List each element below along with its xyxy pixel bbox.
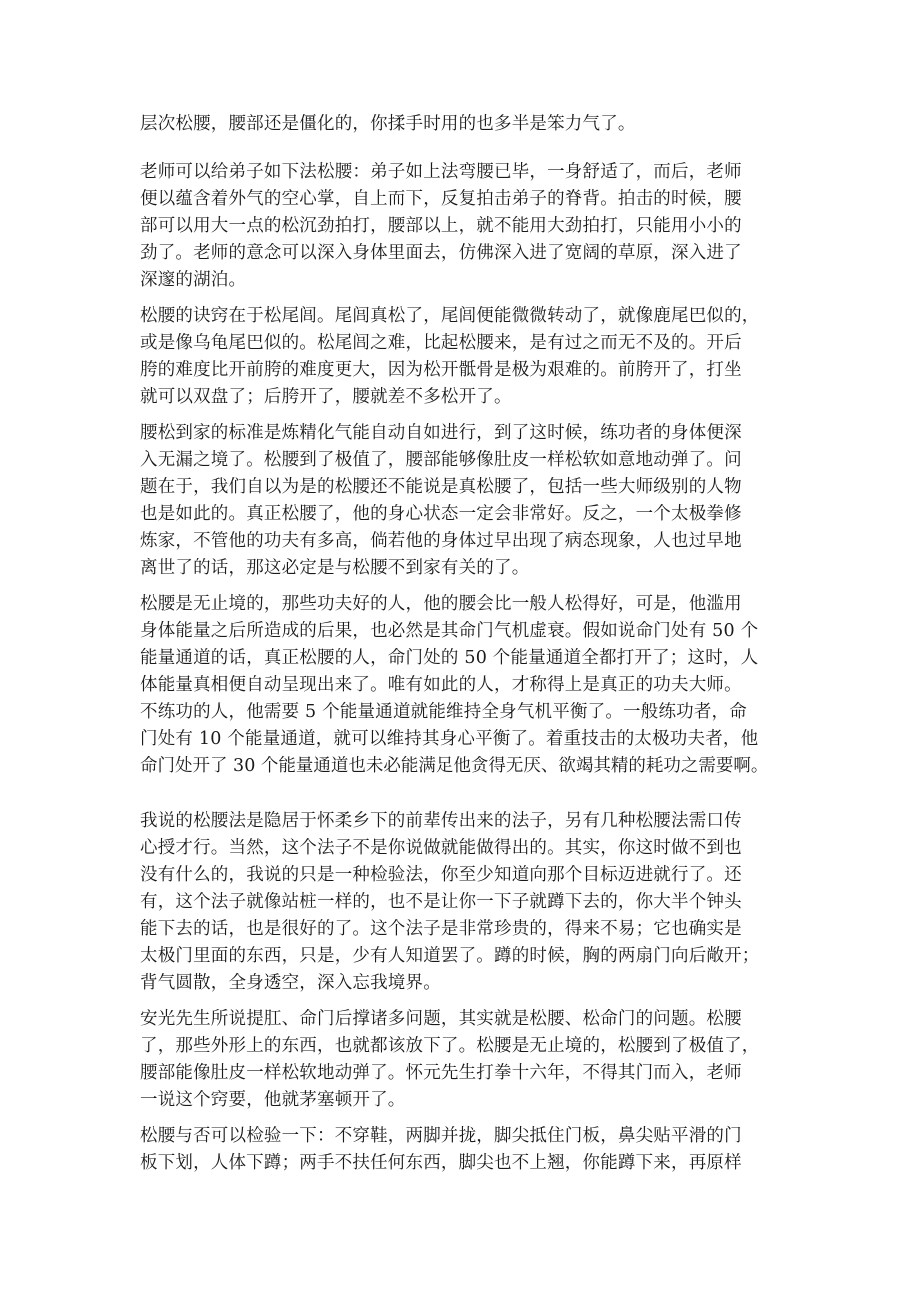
paragraph-2 [140, 159, 800, 294]
paragraph-6 [140, 808, 800, 997]
text-line: 体能量真相便自动呈现出来了。唯有如此的人，才称得上是真正的功夫大师。 [140, 675, 742, 695]
text-line: 深邃的湖泊。 [140, 270, 247, 290]
paragraph-7 [140, 1006, 800, 1114]
text-line: 炼家，不管他的功夫有多高，倘若他的身体过早出现了病态现象，人也过早地 [140, 531, 742, 551]
paragraph-1 [140, 111, 800, 138]
text-line: 没有什么的，我说的只是一种检验法，你至少知道向那个目标迈进就行了。还 [140, 865, 742, 885]
text-line: 身体能量之后所造成的后果，也必然是其命门气机虚衰。假如说命门处有 50 个 [140, 621, 759, 641]
paragraph-3 [140, 303, 800, 411]
text-line: 板下划，人体下蹲；两手不扶任何东西，脚尖也不上翘，你能蹲下来，再原样 [140, 1153, 742, 1173]
text-line: 入无漏之境了。松腰到了极值了，腰部能够像肚皮一样松软如意地动弹了。问 [140, 450, 742, 470]
text-line: 我说的松腰法是隐居于怀柔乡下的前辈传出来的法子，另有几种松腰法需口传 [140, 811, 742, 831]
text-line: 背气圆散，全身透空，深入忘我境界。 [140, 973, 441, 993]
text-line: 腰部能像肚皮一样松软地动弹了。怀元先生打拳十六年，不得其门而入，老师 [140, 1063, 742, 1083]
text-line: 心授才行。当然，这个法子不是你说做就能做得出的。其实，你这时做不到也 [140, 838, 742, 858]
paragraph-8 [140, 1123, 800, 1177]
paragraph-5 [140, 591, 800, 780]
text-line: 命门处开了 30 个能量通道也未必能满足他贪得无厌、欲竭其精的耗功之需要啊。 [140, 756, 769, 776]
text-line: 题在于，我们自以为是的松腰还不能说是真松腰了，包括一些大师级别的人物 [140, 477, 742, 497]
text-line: 或是像乌龟尾巴似的。松尾闾之难，比起松腰来，是有过之而无不及的。开后 [140, 333, 742, 353]
text-line: 离世了的话，那这必定是与松腰不到家有关的了。 [140, 558, 530, 578]
text-line: 安光先生所说提肛、命门后撑诸多问题，其实就是松腰、松命门的问题。松腰 [140, 1009, 742, 1029]
text-line: 有，这个法子就像站桩一样的，也不是让你一下子就蹲下去的，你大半个钟头 [140, 892, 742, 912]
text-line: 能下去的话，也是很好的了。这个法子是非常珍贵的，得来不易；它也确实是 [140, 919, 742, 939]
text-line: 老师可以给弟子如下法松腰：弟子如上法弯腰已毕，一身舒适了，而后，老师 [140, 162, 742, 182]
text-line: 胯的难度比开前胯的难度更大，因为松开骶骨是极为艰难的。前胯开了，打坐 [140, 360, 742, 380]
text-line: 腰松到家的标准是炼精化气能自动自如进行，到了这时候，练功者的身体便深 [140, 423, 742, 443]
text-line: 劲了。老师的意念可以深入身体里面去，仿佛深入进了宽阔的草原，深入进了 [140, 243, 742, 263]
text-line: 一说这个窍要，他就茅塞顿开了。 [140, 1090, 406, 1110]
text-line: 也是如此的。真正松腰了，他的身心状态一定会非常好。反之，一个太极拳修 [140, 504, 742, 524]
text-line: 层次松腰，腰部还是僵化的，你揉手时用的也多半是笨力气了。 [140, 114, 636, 134]
text-line: 太极门里面的东西，只是，少有人知道罢了。蹲的时候，胸的两扇门向后敞开； [140, 946, 760, 966]
text-line: 松腰与否可以检验一下：不穿鞋，两脚并拢，脚尖抵住门板，鼻尖贴平滑的门 [140, 1126, 742, 1146]
text-line: 了，那些外形上的东西，也就都该放下了。松腰是无止境的，松腰到了极值了， [140, 1036, 760, 1056]
text-line: 不练功的人，他需要 5 个能量通道就能维持全身气机平衡了。一般练功者，命 [140, 702, 747, 722]
text-line: 能量通道的话，真正松腰的人，命门处的 50 个能量通道全都打开了；这时，人 [140, 648, 759, 668]
text-line: 松腰的诀窍在于松尾闾。尾闾真松了，尾闾便能微微转动了，就像鹿尾巴似的， [140, 306, 760, 326]
paragraph-4 [140, 420, 800, 582]
text-line: 就可以双盘了；后胯开了，腰就差不多松开了。 [140, 387, 512, 407]
text-line: 门处有 10 个能量通道，就可以维持其身心平衡了。着重技击的太极功夫者，他 [140, 729, 759, 749]
text-line: 松腰是无止境的，那些功夫好的人，他的腰会比一般人松得好，可是，他滥用 [140, 594, 742, 614]
text-line: 便以蕴含着外气的空心掌，自上而下，反复拍击弟子的脊背。拍击的时候，腰 [140, 189, 742, 209]
text-line: 部可以用大一点的松沉劲拍打，腰部以上，就不能用大劲拍打，只能用小小的 [140, 216, 742, 236]
